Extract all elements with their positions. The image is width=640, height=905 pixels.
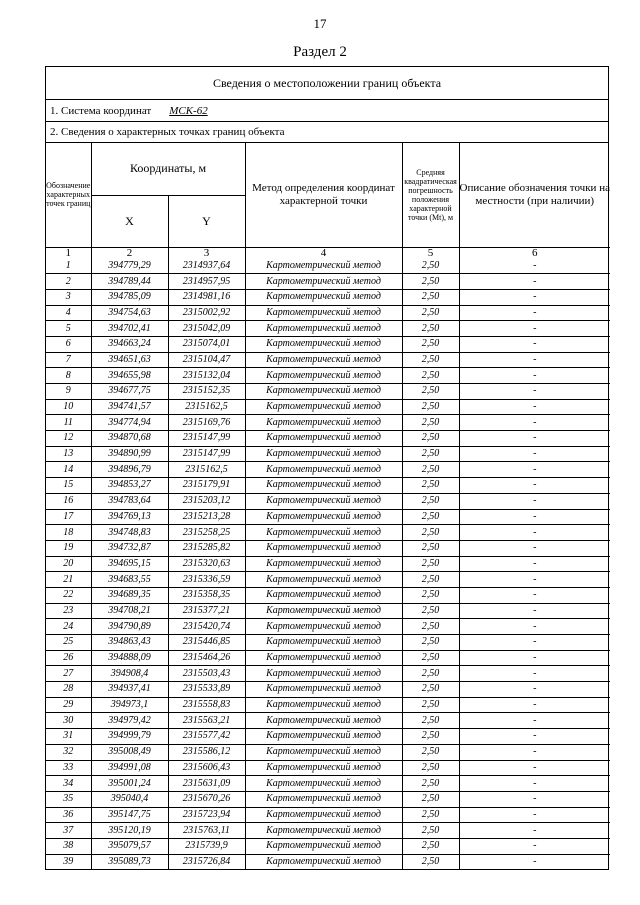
description-cell: -	[459, 540, 610, 556]
table-row	[46, 760, 610, 776]
y-coordinate: 2315258,25	[168, 525, 245, 541]
y-coordinate: 2315042,09	[168, 321, 245, 337]
x-coordinate: 394999,79	[91, 729, 168, 745]
column-number: 3	[168, 247, 245, 259]
y-coordinate: 2315213,28	[168, 509, 245, 525]
accuracy-cell: 2,50	[402, 462, 459, 478]
accuracy-cell: 2,50	[402, 525, 459, 541]
description-cell: -	[459, 713, 610, 729]
y-coordinate: 2315420,74	[168, 619, 245, 635]
x-coordinate: 395008,49	[91, 744, 168, 760]
point-number: 30	[46, 713, 91, 729]
x-coordinate: 394774,94	[91, 415, 168, 431]
method-cell: Картометрический метод	[245, 823, 402, 839]
point-number: 36	[46, 807, 91, 823]
x-coordinate: 394663,24	[91, 336, 168, 352]
table-row	[46, 635, 610, 651]
y-coordinate: 2315285,82	[168, 540, 245, 556]
table-row	[46, 478, 610, 494]
method-cell: Картометрический метод	[245, 446, 402, 462]
y-coordinate: 2315203,12	[168, 493, 245, 509]
x-coordinate: 394783,64	[91, 493, 168, 509]
accuracy-cell: 2,50	[402, 259, 459, 274]
y-coordinate: 2315336,59	[168, 572, 245, 588]
x-coordinate: 394790,89	[91, 619, 168, 635]
accuracy-cell: 2,50	[402, 431, 459, 447]
method-cell: Картометрический метод	[245, 744, 402, 760]
description-cell: -	[459, 289, 610, 305]
y-coordinate: 2315763,11	[168, 823, 245, 839]
y-coordinate: 2314937,64	[168, 259, 245, 274]
method-cell: Картометрический метод	[245, 619, 402, 635]
method-cell: Картометрический метод	[245, 336, 402, 352]
x-coordinate: 394973,1	[91, 697, 168, 713]
method-cell: Картометрический метод	[245, 415, 402, 431]
description-cell: -	[459, 791, 610, 807]
y-coordinate: 2314981,16	[168, 289, 245, 305]
description-cell: -	[459, 635, 610, 651]
method-cell: Картометрический метод	[245, 635, 402, 651]
col-method-header: Метод определения координат характерной точки	[245, 143, 402, 247]
description-cell: -	[459, 697, 610, 713]
accuracy-cell: 2,50	[402, 336, 459, 352]
accuracy-cell: 2,50	[402, 713, 459, 729]
method-cell: Картометрический метод	[245, 682, 402, 698]
description-cell: -	[459, 478, 610, 494]
method-cell: Картометрический метод	[245, 776, 402, 792]
y-coordinate: 2315563,21	[168, 713, 245, 729]
x-coordinate: 395040,4	[91, 791, 168, 807]
point-number: 11	[46, 415, 91, 431]
method-cell: Картометрический метод	[245, 587, 402, 603]
point-number: 31	[46, 729, 91, 745]
y-coordinate: 2315726,84	[168, 854, 245, 869]
x-coordinate: 394748,83	[91, 525, 168, 541]
y-coordinate: 2315132,04	[168, 368, 245, 384]
description-cell: -	[459, 854, 610, 869]
description-cell: -	[459, 368, 610, 384]
x-coordinate: 394677,75	[91, 384, 168, 400]
y-coordinate: 2315464,26	[168, 650, 245, 666]
point-number: 33	[46, 760, 91, 776]
table-row	[46, 823, 610, 839]
x-coordinate: 394702,41	[91, 321, 168, 337]
description-cell: -	[459, 493, 610, 509]
y-coordinate: 2315147,99	[168, 446, 245, 462]
y-coordinate: 2315320,63	[168, 556, 245, 572]
point-number: 32	[46, 744, 91, 760]
x-coordinate: 394863,43	[91, 635, 168, 651]
table-row	[46, 289, 610, 305]
y-coordinate: 2315358,35	[168, 587, 245, 603]
accuracy-cell: 2,50	[402, 352, 459, 368]
col-point-name-header: Обозначение характерных точек границ	[46, 143, 91, 247]
accuracy-cell: 2,50	[402, 368, 459, 384]
description-cell: -	[459, 587, 610, 603]
method-cell: Картометрический метод	[245, 572, 402, 588]
points-heading: 2. Сведения о характерных точках границ объекта	[46, 122, 608, 143]
description-cell: -	[459, 352, 610, 368]
method-cell: Картометрический метод	[245, 807, 402, 823]
x-coordinate: 394870,68	[91, 431, 168, 447]
description-cell: -	[459, 274, 610, 290]
method-cell: Картометрический метод	[245, 838, 402, 854]
method-cell: Картометрический метод	[245, 760, 402, 776]
table-row	[46, 603, 610, 619]
points-table-body	[46, 259, 610, 870]
y-coordinate: 2315631,09	[168, 776, 245, 792]
accuracy-cell: 2,50	[402, 729, 459, 745]
description-cell: -	[459, 729, 610, 745]
x-coordinate: 394651,63	[91, 352, 168, 368]
point-number: 5	[46, 321, 91, 337]
y-coordinate: 2315377,21	[168, 603, 245, 619]
coord-system-value: МСК-62	[169, 104, 208, 117]
y-coordinate: 2315104,47	[168, 352, 245, 368]
points-table	[46, 143, 610, 869]
accuracy-cell: 2,50	[402, 446, 459, 462]
point-number: 14	[46, 462, 91, 478]
table-row	[46, 556, 610, 572]
point-number: 23	[46, 603, 91, 619]
accuracy-cell: 2,50	[402, 854, 459, 869]
table-row	[46, 697, 610, 713]
accuracy-cell: 2,50	[402, 635, 459, 651]
accuracy-cell: 2,50	[402, 478, 459, 494]
table-row	[46, 509, 610, 525]
description-cell: -	[459, 384, 610, 400]
y-coordinate: 2315558,83	[168, 697, 245, 713]
boundary-table	[45, 66, 609, 870]
x-coordinate: 394979,42	[91, 713, 168, 729]
x-coordinate: 394769,13	[91, 509, 168, 525]
y-coordinate: 2315074,01	[168, 336, 245, 352]
x-coordinate: 394754,63	[91, 305, 168, 321]
table-row	[46, 305, 610, 321]
accuracy-cell: 2,50	[402, 305, 459, 321]
description-cell: -	[459, 744, 610, 760]
table-row	[46, 587, 610, 603]
accuracy-cell: 2,50	[402, 791, 459, 807]
table-row	[46, 525, 610, 541]
method-cell: Картометрический метод	[245, 713, 402, 729]
column-numbers-row	[46, 247, 610, 259]
point-number: 22	[46, 587, 91, 603]
point-number: 9	[46, 384, 91, 400]
description-cell: -	[459, 415, 610, 431]
table-row	[46, 666, 610, 682]
x-coordinate: 394779,29	[91, 259, 168, 274]
method-cell: Картометрический метод	[245, 603, 402, 619]
point-number: 2	[46, 274, 91, 290]
point-number: 27	[46, 666, 91, 682]
point-number: 12	[46, 431, 91, 447]
x-coordinate: 395147,75	[91, 807, 168, 823]
table-row	[46, 462, 610, 478]
table-row	[46, 807, 610, 823]
method-cell: Картометрический метод	[245, 305, 402, 321]
point-number: 34	[46, 776, 91, 792]
accuracy-cell: 2,50	[402, 399, 459, 415]
method-cell: Картометрический метод	[245, 854, 402, 869]
x-coordinate: 394785,09	[91, 289, 168, 305]
x-coordinate: 394689,35	[91, 587, 168, 603]
table-row	[46, 446, 610, 462]
table-row	[46, 415, 610, 431]
y-coordinate: 2315179,91	[168, 478, 245, 494]
y-coordinate: 2315606,43	[168, 760, 245, 776]
table-row	[46, 572, 610, 588]
point-number: 24	[46, 619, 91, 635]
accuracy-cell: 2,50	[402, 509, 459, 525]
column-number: 6	[459, 247, 610, 259]
x-coordinate: 394708,21	[91, 603, 168, 619]
table-row	[46, 682, 610, 698]
accuracy-cell: 2,50	[402, 650, 459, 666]
description-cell: -	[459, 760, 610, 776]
point-number: 17	[46, 509, 91, 525]
accuracy-cell: 2,50	[402, 603, 459, 619]
accuracy-cell: 2,50	[402, 321, 459, 337]
accuracy-cell: 2,50	[402, 776, 459, 792]
method-cell: Картометрический метод	[245, 493, 402, 509]
point-number: 29	[46, 697, 91, 713]
table-row	[46, 399, 610, 415]
point-number: 8	[46, 368, 91, 384]
description-cell: -	[459, 807, 610, 823]
method-cell: Картометрический метод	[245, 431, 402, 447]
description-cell: -	[459, 321, 610, 337]
accuracy-cell: 2,50	[402, 823, 459, 839]
table-row	[46, 274, 610, 290]
x-coordinate: 394683,55	[91, 572, 168, 588]
x-coordinate: 394655,98	[91, 368, 168, 384]
accuracy-cell: 2,50	[402, 838, 459, 854]
point-number: 39	[46, 854, 91, 869]
point-number: 15	[46, 478, 91, 494]
point-number: 25	[46, 635, 91, 651]
y-coordinate: 2315723,94	[168, 807, 245, 823]
x-coordinate: 394991,08	[91, 760, 168, 776]
table-row	[46, 368, 610, 384]
y-coordinate: 2315446,85	[168, 635, 245, 651]
accuracy-cell: 2,50	[402, 807, 459, 823]
method-cell: Картометрический метод	[245, 368, 402, 384]
table-row	[46, 791, 610, 807]
description-cell: -	[459, 650, 610, 666]
description-cell: -	[459, 336, 610, 352]
x-coordinate: 394741,57	[91, 399, 168, 415]
section-title: Раздел 2	[293, 44, 347, 60]
method-cell: Картометрический метод	[245, 650, 402, 666]
description-cell: -	[459, 525, 610, 541]
accuracy-cell: 2,50	[402, 572, 459, 588]
method-cell: Картометрический метод	[245, 509, 402, 525]
x-coordinate: 394789,44	[91, 274, 168, 290]
point-number: 7	[46, 352, 91, 368]
x-coordinate: 394890,99	[91, 446, 168, 462]
method-cell: Картометрический метод	[245, 321, 402, 337]
table-row	[46, 384, 610, 400]
y-coordinate: 2315503,43	[168, 666, 245, 682]
point-number: 38	[46, 838, 91, 854]
page-number: 17	[313, 16, 327, 31]
table-row	[46, 744, 610, 760]
x-coordinate: 394695,15	[91, 556, 168, 572]
method-cell: Картометрический метод	[245, 666, 402, 682]
description-cell: -	[459, 431, 610, 447]
column-number: 5	[402, 247, 459, 259]
x-coordinate: 395120,19	[91, 823, 168, 839]
y-coordinate: 2315147,99	[168, 431, 245, 447]
method-cell: Картометрический метод	[245, 525, 402, 541]
column-number: 1	[46, 247, 91, 259]
y-coordinate: 2315670,26	[168, 791, 245, 807]
col-description-header: Описание обозначения точки на местности (при наличии)	[459, 143, 610, 247]
y-coordinate: 2315152,35	[168, 384, 245, 400]
table-row	[46, 838, 610, 854]
y-coordinate: 2315002,92	[168, 305, 245, 321]
col-accuracy-header: Средняя квадратическая погрешность положения характерной точки (Mt), м	[402, 143, 459, 247]
x-coordinate: 394937,41	[91, 682, 168, 698]
point-number: 35	[46, 791, 91, 807]
accuracy-cell: 2,50	[402, 682, 459, 698]
point-number: 4	[46, 305, 91, 321]
table-row	[46, 854, 610, 869]
method-cell: Картометрический метод	[245, 399, 402, 415]
description-cell: -	[459, 776, 610, 792]
x-coordinate: 394853,27	[91, 478, 168, 494]
accuracy-cell: 2,50	[402, 540, 459, 556]
coord-system-row	[46, 100, 608, 122]
point-number: 21	[46, 572, 91, 588]
table-row	[46, 259, 610, 274]
point-number: 13	[46, 446, 91, 462]
accuracy-cell: 2,50	[402, 697, 459, 713]
point-number: 26	[46, 650, 91, 666]
method-cell: Картометрический метод	[245, 352, 402, 368]
x-coordinate: 395001,24	[91, 776, 168, 792]
description-cell: -	[459, 556, 610, 572]
description-cell: -	[459, 259, 610, 274]
method-cell: Картометрический метод	[245, 274, 402, 290]
accuracy-cell: 2,50	[402, 619, 459, 635]
y-coordinate: 2315162,5	[168, 462, 245, 478]
description-cell: -	[459, 572, 610, 588]
column-number: 2	[91, 247, 168, 259]
col-y-header: Y	[168, 195, 245, 247]
y-coordinate: 2315739,9	[168, 838, 245, 854]
y-coordinate: 2315586,12	[168, 744, 245, 760]
accuracy-cell: 2,50	[402, 744, 459, 760]
method-cell: Картометрический метод	[245, 289, 402, 305]
col-x-header: X	[91, 195, 168, 247]
accuracy-cell: 2,50	[402, 666, 459, 682]
table-row	[46, 431, 610, 447]
column-number: 4	[245, 247, 402, 259]
y-coordinate: 2315162,5	[168, 399, 245, 415]
description-cell: -	[459, 509, 610, 525]
table-row	[46, 493, 610, 509]
accuracy-cell: 2,50	[402, 289, 459, 305]
point-number: 16	[46, 493, 91, 509]
y-coordinate: 2314957,95	[168, 274, 245, 290]
x-coordinate: 394888,09	[91, 650, 168, 666]
x-coordinate: 395079,57	[91, 838, 168, 854]
table-row	[46, 776, 610, 792]
x-coordinate: 395089,73	[91, 854, 168, 869]
coord-system-label: 1. Система координат	[50, 104, 152, 117]
table-row	[46, 619, 610, 635]
table-row	[46, 321, 610, 337]
table-row	[46, 729, 610, 745]
description-cell: -	[459, 823, 610, 839]
accuracy-cell: 2,50	[402, 760, 459, 776]
table-heading: Сведения о местоположении границ объекта	[46, 67, 608, 100]
method-cell: Картометрический метод	[245, 729, 402, 745]
description-cell: -	[459, 462, 610, 478]
x-coordinate: 394896,79	[91, 462, 168, 478]
description-cell: -	[459, 838, 610, 854]
y-coordinate: 2315533,89	[168, 682, 245, 698]
table-row	[46, 336, 610, 352]
point-number: 6	[46, 336, 91, 352]
method-cell: Картометрический метод	[245, 556, 402, 572]
table-row	[46, 352, 610, 368]
y-coordinate: 2315169,76	[168, 415, 245, 431]
accuracy-cell: 2,50	[402, 556, 459, 572]
point-number: 37	[46, 823, 91, 839]
method-cell: Картометрический метод	[245, 462, 402, 478]
description-cell: -	[459, 603, 610, 619]
description-cell: -	[459, 619, 610, 635]
point-number: 18	[46, 525, 91, 541]
point-number: 20	[46, 556, 91, 572]
method-cell: Картометрический метод	[245, 697, 402, 713]
method-cell: Картометрический метод	[245, 478, 402, 494]
accuracy-cell: 2,50	[402, 587, 459, 603]
description-cell: -	[459, 305, 610, 321]
description-cell: -	[459, 682, 610, 698]
point-number: 10	[46, 399, 91, 415]
method-cell: Картометрический метод	[245, 259, 402, 274]
point-number: 28	[46, 682, 91, 698]
table-row	[46, 713, 610, 729]
point-number: 3	[46, 289, 91, 305]
y-coordinate: 2315577,42	[168, 729, 245, 745]
accuracy-cell: 2,50	[402, 415, 459, 431]
col-coordinates-header: Координаты, м	[91, 143, 245, 195]
x-coordinate: 394908,4	[91, 666, 168, 682]
method-cell: Картометрический метод	[245, 384, 402, 400]
accuracy-cell: 2,50	[402, 493, 459, 509]
description-cell: -	[459, 666, 610, 682]
method-cell: Картометрический метод	[245, 791, 402, 807]
accuracy-cell: 2,50	[402, 384, 459, 400]
table-row	[46, 540, 610, 556]
x-coordinate: 394732,87	[91, 540, 168, 556]
accuracy-cell: 2,50	[402, 274, 459, 290]
point-number: 19	[46, 540, 91, 556]
description-cell: -	[459, 399, 610, 415]
description-cell: -	[459, 446, 610, 462]
table-row	[46, 650, 610, 666]
method-cell: Картометрический метод	[245, 540, 402, 556]
point-number: 1	[46, 259, 91, 274]
